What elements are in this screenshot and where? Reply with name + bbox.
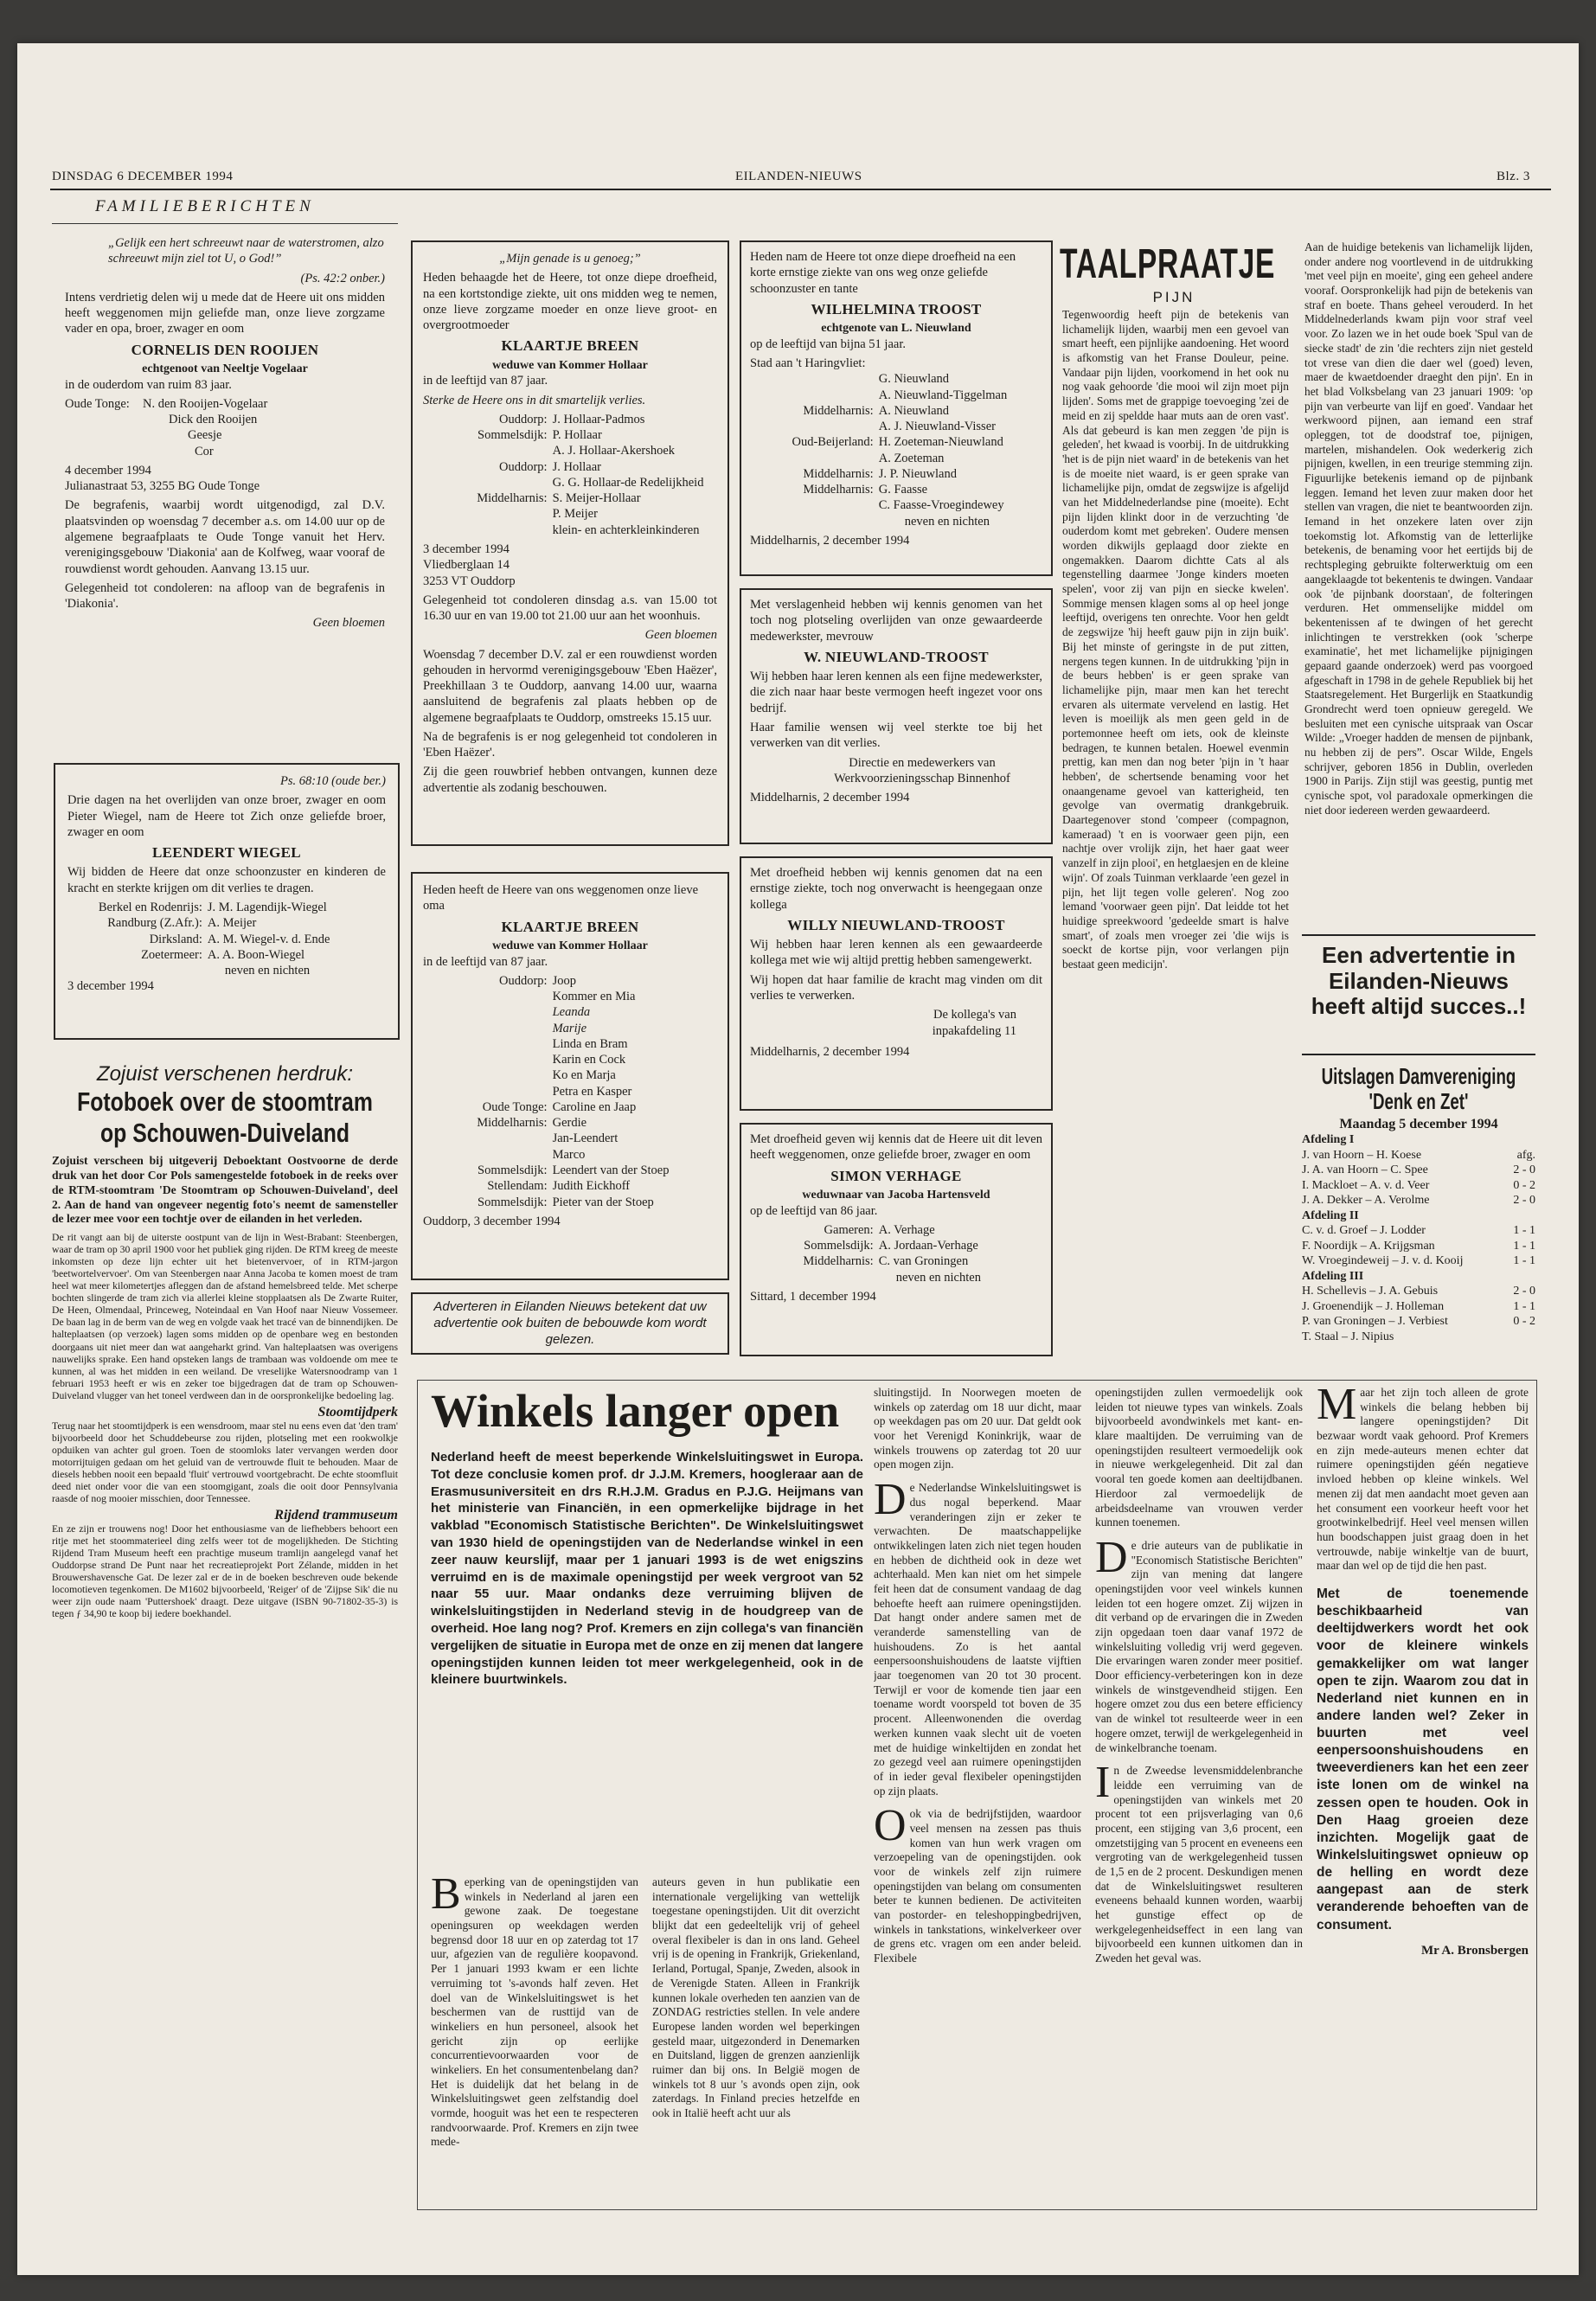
winkels-text-1: eperking van de openingstijden van winkels in Nederland al jaren een gewone zaak. De toegestane openingsuren op weekdagen werden begrensd door 18 uur en op zaterdag tot 17 uur, afgezien van de regulière koopavond. Per 1 januari 1993 kwam er een lichte verruiming tot 's-avonds half zeven. Het doel van de Winkelsluitingswet is het beschermen van de rusttijd van de winkeliers en hun personeel, alsook het gericht zijn op eerlijke concurrentievoorwaarden voor de winkeliers. En het consumentenbelang dan? Het is duidelijk dat het belang in de Winkelsluitingswet geen zelfstandig doel vormde, hooguit was het een te respecteren randvoorwaarde. Prof. Kremers en zijn twee mede- bbox=[431, 1875, 638, 2149]
obit-family-1: Dick den Rooijen bbox=[169, 413, 258, 427]
obit-name: WILLY NIEUWLAND-TROOST bbox=[787, 916, 1005, 933]
obit-intro: Heden nam de Heere tot onze diepe droefheid na een korte ernstige ziekte van ons weg onze geliefde schoonzuster en tante bbox=[750, 250, 1016, 296]
obit-place: Oude Tonge: bbox=[65, 396, 130, 411]
obit-spouse: echtgenote van L. Nieuwland bbox=[821, 322, 971, 336]
winkels-text-2: auteurs geven in hun publikatie een internationale vergelijking van wettelijk toegestane openingstijden. Uit dit overzicht blijkt dat een gedeeltelijk vrij of geheel overal flexibeler is dan in ons land. Geheel vrij is de opening in Frankrijk, Griekenland, Ierland, Portugal, Spanje, Zweden, alsook in de Verenigde Staten. Alleen in Frankrijk kunnen lokale overheden ten aanzien van de ZONDAG restricties stellen. In vele andere Europese landen worden wel beperkingen gesteld maar, uitgezonderd in Denemarken en Duitsland, liggen de grenzen aanzienlijk ruimer dan bij ons. In België mogen de winkels tot 8 uur 's avonds open zijn, ook zaterdags. In Finland precies hetzelfde en ook in Italië heeft acht uur als bbox=[652, 1875, 860, 2119]
obituary-nieuwland-troost bbox=[740, 588, 1053, 844]
winkels-text-3c: ok via de bedrijfstijden, waardoor veel mensen na zessen pas thuis komen van hun werk vragen om verzoepeling van de openingstijden. ook voor de winkels zelf zijn ruimere openingstijden van belang om consumenten beter te kunnen bedienen. De activiteiten van postorder- en teleshoppingbedrijven, winkels in tankstations, winkelverkeer over de grens etc. vragen om een ander beleid. Flexibele bbox=[874, 1807, 1081, 1965]
obit-row: Ouddorp: Joop bbox=[499, 973, 576, 988]
dam-match: J. Groenendijk – J. Holleman 1 - 1 bbox=[1302, 1299, 1535, 1313]
obit-row: Sommelsdijk: Pieter van der Stoep bbox=[478, 1195, 654, 1209]
obit-row: Linda en Bram bbox=[552, 1036, 628, 1051]
dam-title: Uitslagen Damvereniging 'Denk en Zet' bbox=[1321, 1064, 1516, 1114]
obit-name: KLAARTJE BREEN bbox=[501, 918, 639, 935]
obit-row: G. G. Hollaar-de Redelijkheid bbox=[552, 475, 704, 490]
obit-row: Oud-Beijerland: H. Zoeteman-Nieuwland bbox=[792, 435, 1003, 450]
tram-headline-2: op Schouwen-Duiveland bbox=[100, 1118, 349, 1148]
obit-age: in de leeftijd van 87 jaar. bbox=[423, 954, 548, 969]
obit-funeral: Woensdag 7 december D.V. zal er een rouwdienst worden gehouden in hervormd verenigingsgebouw 'Eben Haëzer', Preekhillaan 3 te Ouddorp, aanvang 14.00 uur, waarna aansluitend de begrafenis zal plaats hebben op de algemene begraafplaats te Ouddorp, omstreeks 15.15 uur. bbox=[423, 647, 717, 725]
obit-row: neven en nichten bbox=[224, 964, 311, 978]
obit-row: G. Nieuwland bbox=[878, 372, 950, 387]
obit-row: Middelharnis: A. Nieuwland bbox=[803, 403, 950, 418]
obit-row: neven en nichten bbox=[904, 514, 990, 529]
obit-row: Ouddorp: J. Hollaar bbox=[499, 459, 601, 474]
obit-signature-1: Directie en medewerkers van bbox=[849, 755, 996, 770]
obit-row: Berkel en Rodenrijs: J. M. Lagendijk-Wiegel bbox=[98, 901, 327, 914]
obit-row: Sommelsdijk: P. Hollaar bbox=[478, 428, 602, 443]
obit-row: Kommer en Mia bbox=[552, 990, 636, 1004]
obit-spouse: weduwnaar van Jacoba Hartensveld bbox=[802, 1188, 990, 1202]
obit-row: Dirksland: A. M. Wiegel-v. d. Ende bbox=[149, 932, 330, 946]
obit-signature-2: Werkvoorzieningsschap Binnenhof bbox=[834, 771, 1010, 785]
tram-article bbox=[52, 1062, 398, 2221]
obit-row: Middelharnis: J. P. Nieuwland bbox=[803, 466, 957, 481]
obit-signature-2: inpakafdeling 11 bbox=[932, 1023, 1016, 1038]
obit-text: Wij bidden de Heere dat onze schoonzuster en kinderen de kracht en sterkte krijgen om dit verlies te dragen. bbox=[67, 865, 386, 895]
obit-spouse: weduwe van Kommer Hollaar bbox=[492, 939, 648, 952]
obit-row: Ouddorp: J. Hollaar-Padmos bbox=[499, 412, 645, 426]
obit-spouse: echtgenoot van Neeltje Vogelaar bbox=[142, 362, 308, 375]
obit-row: Marco bbox=[552, 1147, 586, 1162]
obit-row: Marije bbox=[552, 1021, 587, 1035]
obit-row: C. Faasse-Vroegindewey bbox=[878, 498, 1004, 513]
winkels-text-4: openingstijden zullen vermoedelijk ook leiden tot nieuwe types van winkels. Zoals bijvoorbeeld avondwinkels met kant- en- klare maaltijden. De verruiming van de openingstijden resulteert vermoedelijk ook in nieuwe werkgelegenheid. Dit zal dan vooral ten goede komen aan deeltijdbanen. Hierdoor zal vermoedelijk de arbeidsdeelname van vrouwen verder kunnen toenemen. bbox=[1095, 1386, 1303, 1529]
obit-row: Middelharnis: S. Meijer-Hollaar bbox=[477, 491, 641, 506]
obit-intro: Met verslagenheid hebben wij kennis genomen van het toch nog plotseling overlijden van onze gewaardeerde medewerkster, mevrouw bbox=[750, 598, 1042, 644]
taalpraatje-title: TAALPRAATJE bbox=[1060, 241, 1276, 287]
winkels-col-3 bbox=[874, 1386, 1081, 2199]
tram-paragraph-1: De rit vangt aan bij de uiterste oostpunt van de lijn in West-Brabant: Steenbergen, waar de tram op 30 april 1900 voor het publiek ging rijden. De RTM kreeg de meeste inkomsten op deze lijn echter uit het bietenvervoer, of in RTM-jargon 'beetwortelvervoer'. Om van Steenbergen naar Anna Jacoba te komen moest de tram heel wat meer kilometertjes afleggen dan de afstand hemelsbreed telde. Met scherpe bochten slingerde de tram zich via allerlei kleine stopplaatsen als De Zwarte Ruiter, De Heen, Olmendaal, Princeweg, Noteindaal en Van Hoof naar Nieuw Vossemeer. De baan lag in de berm van de weg en volgde vaak het tracé van de binnendijken. De halteplaatsen (op verzoek) lagen soms midden op de openbare weg en bestonden doorgaans uit niet meer dan wat aangeharkt grind. Van halteplaatsen was overigens nauwelijks sprake. Een hand opsteken langs de trambaan was voldoende om mee te kunnen, al was het midden in een weiland. De vreselijke Watersnoodramp van 1 februari 1953 heeft er wis en zeker toe bijgedragen dat de tram op Schouwen-Duiveland vlugger van het toneel verdween dan in de oorspronkelijke bedoeling lag. bbox=[52, 1232, 398, 1401]
dam-match: H. Schellevis – J. A. Gebuis 2 - 0 bbox=[1302, 1285, 1535, 1298]
tram-headline-1: Fotoboek over de stoomtram bbox=[77, 1086, 373, 1117]
obit-flowers: Geen bloemen bbox=[644, 628, 717, 643]
advertising-notice bbox=[411, 1292, 729, 1355]
familieberichten-title bbox=[52, 197, 398, 224]
obit-spouse: weduwe van Kommer Hollaar bbox=[492, 358, 648, 372]
obit-signature-1: De kollega's van bbox=[933, 1008, 1016, 1022]
obit-row: Randburg (Z.Afr.): A. Meijer bbox=[107, 916, 257, 931]
obit-family-3: Cor bbox=[195, 444, 214, 458]
tram-paragraph-3: En ze zijn er trouwens nog! Door het enthousiasme van de liefhebbers behoort een ritje met het stoommaterieel ding zelfs weer tot de mogelijkheden. De Stichting Rijdend Tram Museum heeft een prachtige museum tramlijn aangelegd vanaf het Ouddorpse strand De Punt naar het recreatieprojekt Port Zélande, midden in het Brouwershavensche Gat. De lezer zal er de in de boeken beschreven oude bekende locomotieven tegenkomen. De M1602 bijvoorbeeld, 'Reiger' of de 'Zijpse Sik' die nu weer zijn oude naam 'Puttershoek' draagt. Deze uitgave (ISBN 90-71802-35-3) is tegen ƒ 34,90 te koop bij iedere boekhandel. bbox=[52, 1523, 398, 1620]
obit-row: Zoetermeer: A. A. Boon-Wiegel bbox=[141, 947, 305, 962]
obit-ref: Ps. 68:10 (oude ber.) bbox=[279, 774, 386, 788]
obit-age: in de ouderdom van ruim 83 jaar. bbox=[65, 377, 232, 392]
winkels-text-5-bold: Met de toenemende beschikbaarheid van deeltijdwerkers wordt het ook voor de kleinere winkels gemakkelijker om wat langer open te zijn. Waarom zou dat in Nederland niet kunnen en in andere landen wel? Zeker in buurten met veel eenpersoonshuishoudens en tweeverdieners kan het een zeer iste lonen om de winkel na zessen open te houden. Ook in Den Haag groeien deze inzichten. Mogelijk gaat de Winkelsluitingswet opnieuw op de helling en wordt deze aangepast aan de sterk veranderende behoeften van de consument. bbox=[1317, 1586, 1529, 1932]
obit-date: Middelharnis, 2 december 1994 bbox=[750, 791, 910, 805]
obit-wish: Wij hopen dat haar familie de kracht mag vinden om dit verlies te verwerken. bbox=[750, 972, 1042, 1003]
header-paper-name: EILANDEN-NIEUWS bbox=[735, 170, 862, 183]
drop-cap-i: I bbox=[1095, 1758, 1111, 1808]
obit-cars: Zij die geen rouwbrief hebben ontvangen, kunnen deze advertentie als zodanig beschouwen. bbox=[423, 765, 717, 795]
obituary-verhage bbox=[740, 1123, 1053, 1356]
tram-kicker: Zojuist verschenen herdruk: bbox=[96, 1062, 354, 1086]
winkels-text-3: sluitingstijd. In Noorwegen moeten de winkels op zaterdag om 18 uur dicht, maar op weekdagen pas om 20 uur. Dat geldt ook voor het Verenigd Koninkrijk, waar de winkels trouwens op zaterdag tot 20 uur open mogen zijn. bbox=[874, 1386, 1081, 1471]
dam-date: Maandag 5 december 1994 bbox=[1339, 1117, 1498, 1132]
obituary-breen bbox=[411, 240, 729, 846]
obit-address: Julianastraat 53, 3255 BG Oude Tonge bbox=[65, 479, 260, 494]
obit-row: A. J. Nieuwland-Visser bbox=[878, 420, 996, 434]
obituary-troost bbox=[740, 240, 1053, 576]
taalpraatje-subtitle: PIJN bbox=[1152, 289, 1195, 305]
dam-match: J. A. van Hoorn – C. Spee 2 - 0 bbox=[1302, 1163, 1535, 1177]
winkels-text-5: aar het zijn toch alleen de grote winkels die belang hebben bij langere openingstijden? Dit bezwaar wordt vaak gehoord. Prof Kremers en zijn mede-auteurs menen echter dat ruimere openingstijden géén negatieve invloed hebben op kleine winkels. Wel menen zij dat men aandacht moet geven aan het consument een voorkeur heeft voor het grootwinkelbedrijf. Heel veel mensen willen hun boodschappen juist graag doen in het vertrouwde, nabije winkeltje van de buurt, maar dan wel op de tijd die hen past. bbox=[1317, 1386, 1529, 1573]
tram-subhead-1: Stoomtijdperk bbox=[317, 1404, 398, 1420]
damvereniging-results bbox=[1302, 1064, 1535, 1349]
obit-name: LEENDERT WIEGEL bbox=[152, 844, 301, 862]
obit-age: op de leeftijd van bijna 51 jaar. bbox=[750, 336, 906, 351]
obit-family-0: N. den Rooijen-Vogelaar bbox=[143, 396, 268, 411]
obit-zip: 3253 VT Ouddorp bbox=[423, 574, 516, 588]
obit-row: Leanda bbox=[552, 1005, 591, 1020]
winkels-lead: Nederland heeft de meest beperkende Winkelsluitingswet in Europa. Tot deze conclusie komen prof. dr J.J.M. Kremers, hoogleraar aan de Erasmusuniversiteit en drs R.H.J.M. Gradus en P.J.G. Heijmans van het ministerie van Financiën, in een opmerkelijke bijdrage in het vakblad "Economisch Statistische Berichten". De Winkelsluitingswet van 1930 hield de openingstijden van de Nederlandse winkel in een zeer nauw keurslijf, maar per 1 januari 1993 is de wet enigszins verruimd en is de maximale openingstijd per week vergroot van 52 naar 55 uur. Maar ondanks deze verruiming blijven de winkelsluitingstijden in Nederland stevig in de houdgreep van de overheid. Hoe lang nog? Prof. Kremers en zijn collega's van financiën vergelijken de situatie in Europa met de onze en zij menen dat langere openingstijden kunnen leiden tot meer werkgelegenheid, ook in de kleinere buurtwinkels. bbox=[431, 1450, 863, 1688]
taalpraatje-text-1: Tegenwoordig heeft pijn de betekenis van lichamelijk lijden, waarbij men een gevoel van smart heeft, een pijnlijke aandoening. Het woord is afkomstig van het Franse Douleur, peine. Vandaar pijn lijden, voorkomend in het ook nu nog vaak gehoorde 'die mooi wil zijn moet pijn lijden'. Soms met de grappige toevoeging 'zei de meid en zij speldde haar muts aan de oren vast'. Als dat gebeurd is kan men zeggen 'de pijn is geleden', het kwaad is voorbij. In de uitdrukking 'het is de pijn niet waard' in de betekenis van het is de moeite niet waard, is er geen sprake van lichamelijke pijn, omdat de zegswijze is afgelijd van het Middelnederlandse pine (moeite). Echt pijn lijden klinkt door in de verzuchting 'de ouderdom komt met gebreken'. Oudere mensen worden dikwijls geplaagd door ziekte en ongemakken. Daarom dichtte Cats al als tegenstelling daarmee 'Jonge kinders moeten spelen', voor zij van pijn en siecke kwelen'. Sommige mensen klagen soms al op heel jonge leeftijd, overigens ten onrechte. Voor hen geldt de zegswijze 'hij heeft gauw pijn in zijn buik'. Bij het minste of geringste in de put zitten, nergens tegen kunnen. In de uitdrukking 'pijn in de beurs hebben' is er geen sprake van lichamelijke pijn, maar men kan het terecht ervaren als uitermate vervelend en lastig. Het leven is moeilijk als men geen geld in de portemonnee heeft om iets, ook de kleinste bedragen, te kunnen betalen. Hoewel evenmin prettig, kan men dan nog beter 'pijn in 't haar hebben', de schertsende benaming voor het onaangename gevoel van katterigheid, ten gevolge van overmatig drankgebruik. Daartegenover stond 'compeer (compagnon, kameraad) 't en is voorwaer geen pijn, een nachtje over vrolijk zijn, het haer gaat weer vanzelf in zijn plooi', en hetglaesjen en de kleine wijn'. Of zoals Tuinman verklaarde 'een gezel in pijn, het lijt tegen volle geleren'. Nog zoo lemand 'voorwaer geen pijn'. Dat leidde tot het huidige spreekwoord 'gedeelde smart is halve smart', of zoals men vroeger zei 'die wijs is soeckt de kortse pijn, voor verlangen pijn bestaat geen medicijn'. bbox=[1062, 308, 1289, 971]
obit-row: klein- en achterkleinkinderen bbox=[552, 522, 700, 537]
dam-match: T. Staal – J. Nipius bbox=[1302, 1330, 1394, 1343]
dam-match: P. van Groningen – J. Verbiest 0 - 2 bbox=[1302, 1315, 1535, 1329]
obit-intro: Heden behaagde het de Heere, tot onze diepe droefheid, na een kortstondige ziekte, uit ons midden weg te nemen, onze lieve zorgzame moeder en onze lieve groot- en overgrootmoeder bbox=[423, 271, 717, 333]
winkels-author: Mr A. Bronsbergen bbox=[1420, 1943, 1529, 1958]
winkels-headline: Winkels langer open bbox=[431, 1385, 840, 1437]
winkels-col-1 bbox=[431, 1875, 638, 2200]
tram-subhead-2: Rijdend trammuseum bbox=[274, 1508, 398, 1523]
obituary-breen-grandchildren bbox=[411, 872, 729, 1280]
drop-cap-d: D bbox=[1095, 1532, 1128, 1582]
drop-cap-d: D bbox=[874, 1475, 907, 1525]
obit-date: 3 december 1994 bbox=[423, 542, 510, 557]
obit-row: A. Nieuwland-Tiggelman bbox=[878, 388, 1008, 402]
obit-row: Karin en Cock bbox=[552, 1053, 626, 1067]
dam-match: J. A. Dekker – A. Verolme 2 - 0 bbox=[1302, 1194, 1535, 1208]
obit-kist: Na de begrafenis is er nog gelegenheid tot condoleren in 'Eben Haëzer'. bbox=[423, 729, 717, 760]
obit-intro: Met droefheid geven wij kennis dat de Heere uit dit leven heeft weggenomen, onze geliefde broer, zwager en oom bbox=[750, 1132, 1042, 1163]
obit-name: SIMON VERHAGE bbox=[830, 1167, 962, 1184]
obit-address: Vliedberglaan 14 bbox=[423, 558, 510, 573]
obit-row: Gameren: A. Verhage bbox=[824, 1222, 935, 1237]
drop-cap-o: O bbox=[874, 1801, 907, 1851]
obit-row: Middelharnis: C. van Groningen bbox=[803, 1254, 969, 1269]
section-title: FAMILIEBERICHTEN bbox=[95, 197, 315, 215]
promo-text: Een advertentie in Eilanden-Nieuws heeft altijd succes..! bbox=[1311, 942, 1527, 1020]
obit-lead: Stad aan 't Haringvliet: bbox=[750, 356, 866, 371]
taalpraatje-col-2 bbox=[1304, 240, 1533, 924]
obit-row: P. Meijer bbox=[552, 507, 598, 522]
obit-intro: Drie dagen na het overlijden van onze broer, zwager en oom Pieter Wiegel, nam de Heere tot Zich onze geliefde broer, zwager en oom bbox=[67, 793, 386, 839]
taalpraatje-text-2: Aan de huidige betekenis van lichamelijk lijden, onder andere nog voortlevend in de uitdrukking 'met veel pijn en moeite', ging een geheel andere vooraf. Oorspronkelijk had pijn de betekenis van straf en boete. Thans geheel verouderd. In het Middelnederlands kwam pijn voor straf veel voor. Zo lazen we in het oude boek 'Spul van de siecke stadt' de zin 'die rechters zijn niet gesteld tot vrese van dien die daer wel (goed) leven, maer de kwaetdoender draeght den pijn'. En in het blad Volksbelang van 23 januari 1909: 'op pijn van verbeurte van lijf en goed'. Vandaar het werkwoord pijnen, aan iemand een straf opleggen, tot de doodstraf toe, pijnigen, martelen, mishandelen. Ook wederkerig zich pijnigen, kwellen, in een treurige stemming zijn. Figuurlijke betekenis iemand op de pijnbank leggen. Iemand het leven zuur maken door het stellen van vragen, die niet te beantwoorden zijn. Iemand in het onzekere laten over zijn toekomstig lot. Afkomstig van de letterlijke betekenis, de benaming voor het eertijds bij de rechtspleging gebruikte folterwerktuig om een aangeklaagde tot bekentenis te dwingen. Vandaar ook 'de pijnbank doorstaan', de folteringen verduren. Het ommenselijke middel om bekentenissen af te dwingen of het gerecht inlichtingen te verstrekken (ook 'scherpe examinatie', het met lichamelijke pijnigingen gepaard gaande onderzoek) werd pas voorgoed afgeschaft in 1798 in de gehele Republiek bij het Staatsregelement. Het Burgerlijk en Staatkundig Grondrecht werd toen opnieuw geregeld. We besluiten met een cynische uitspraak van Oscar Wilde: „Vroeger hadden de mensen de pijnbank, nu hebben zij de pers”. Oscar Wilde, Engels schrijver, geboren 1856 in Dublin, overleden 1900 in Parijs. Zijn stijl was geestig, puntig met cynische spot, vol paradoxale opmerkingen die niet door iedereen werden gewaardeerd. bbox=[1304, 240, 1533, 817]
tram-paragraph-2: Terug naar het stoomtijdperk is een wensdroom, maar stel nu eens even dat 'den tram' bijvoorbeeld door het Schuddebeurse zou rijden, plotseling met een rookwolkje opduiken van achter gul groen. Toen de stoomloks later vervangen werden door motorrijtuigen gedaan om het geluid van de vertrouwde fluit te behouden. Maar de diesels hebben nooit een bepaald 'fluit' vertrouwd voortgebracht. De echte stoomfluit deed niet onder voor die van een stoomgigant, zoals die ooit door Pennsylvania raasde of nog mooier misschien, door Tennessee. bbox=[52, 1420, 398, 1505]
drop-cap-m: M bbox=[1317, 1386, 1357, 1429]
dam-match: I. Mackloet – A. v. d. Veer 0 - 2 bbox=[1302, 1178, 1535, 1192]
obit-name: WILHELMINA TROOST bbox=[811, 300, 982, 317]
header-page-number: Blz. 3 bbox=[1497, 170, 1530, 183]
taalpraatje-col-1 bbox=[1062, 308, 1289, 1360]
obit-flowers: Geen bloemen bbox=[312, 616, 385, 631]
obituary-den-rooijen bbox=[65, 235, 385, 744]
obit-date: Ouddorp, 3 december 1994 bbox=[423, 1214, 561, 1228]
winkels-col-4 bbox=[1095, 1386, 1303, 2199]
obit-date: Middelharnis, 2 december 1994 bbox=[750, 534, 910, 548]
obit-name: KLAARTJE BREEN bbox=[501, 337, 639, 355]
dam-group-name: Afdeling I bbox=[1302, 1133, 1355, 1147]
obit-name: CORNELIS DEN ROOIJEN bbox=[131, 341, 319, 358]
obit-date: 4 december 1994 bbox=[65, 463, 151, 478]
obit-row: Middelharnis: Gerdie bbox=[477, 1116, 587, 1131]
obit-row: Jan-Leendert bbox=[552, 1131, 619, 1146]
obituary-willy-nieuwland bbox=[740, 856, 1053, 1111]
obit-verse: Sterke de Heere ons in dit smartelijk verlies. bbox=[423, 393, 646, 407]
obit-date: Middelharnis, 2 december 1994 bbox=[750, 1044, 910, 1059]
dam-group-name: Afdeling III bbox=[1302, 1269, 1364, 1283]
advertising-notice-text: Adverteren in Eilanden Nieuws betekent dat uw advertentie ook buiten de bebouwde kom wordt gelezen. bbox=[433, 1299, 707, 1347]
obit-row: Stellendam: Judith Eickhoff bbox=[487, 1179, 631, 1194]
newspaper-page bbox=[17, 43, 1579, 2275]
obit-intro: Heden heeft de Heere van ons weggenomen onze lieve oma bbox=[423, 883, 699, 913]
winkels-col-5 bbox=[1317, 1386, 1529, 2199]
obit-wish: Haar familie wensen wij veel sterkte toe bij het verwerken van dit verlies. bbox=[750, 721, 1042, 751]
obit-intro: Intens verdrietig delen wij u mede dat de Heere uit ons midden heeft weggenomen mijn geliefde man, onze lieve zorgzame vader en opa, broer, zwager en oom bbox=[65, 290, 385, 336]
obit-text: Wij hebben haar leren kennen als een gewaardeerde kollega met wie wij altijd prettig hebben samengewerkt. bbox=[750, 938, 1042, 968]
obit-quote: „Gelijk een hert schreeuwt naar de waterstromen, alzo schreeuwt mijn ziel tot U, o God!” bbox=[108, 236, 384, 266]
obit-visit: Gelegenheid tot condoleren dinsdag a.s. van 15.00 tot 16.30 uur en van 19.00 tot 21.00 uur aan het woonhuis. bbox=[423, 593, 717, 624]
obit-row: A. Zoeteman bbox=[878, 451, 945, 465]
obit-row: Sommelsdijk: A. Jordaan-Verhage bbox=[804, 1239, 978, 1253]
dam-match: F. Noordijk – A. Krijgsman 1 - 1 bbox=[1302, 1239, 1535, 1253]
obit-row: A. J. Hollaar-Akershoek bbox=[552, 444, 676, 458]
obit-date: Sittard, 1 december 1994 bbox=[750, 1289, 876, 1304]
dam-group-name: Afdeling II bbox=[1302, 1208, 1359, 1222]
drop-cap-b: B bbox=[431, 1875, 461, 1919]
obit-row: neven en nichten bbox=[895, 1270, 981, 1285]
obit-row: Ko en Marja bbox=[552, 1068, 616, 1083]
winkels-text-4c: n de Zweedse levensmiddelenbranche leidde een verruiming van de openingstijden van winkels met 20 procent tot een prijsverlaging van 0,6 procent, een stijging van 3,6 procent, een omzetstijging van 5 procent en eveneens een vergroting van de werkgelegenheid tussen de 1,5 en de 2 procent. Deskundigen menen dat de Winkelsluitingswet resulteren eveneens behaald kunnen worden, waarbij het gunstige effect op de werkgelegenheidseffect in een lang van bijvoorbeeld een kunnen uitkomen dan in Zweden het geval was. bbox=[1095, 1764, 1303, 1965]
obit-quote-ref: (Ps. 42:2 onber.) bbox=[300, 271, 385, 285]
obit-intro: Met droefheid hebben wij kennis genomen dat na een ernstige ziekte, toch nog onverwacht is heengegaan onze kollega bbox=[750, 866, 1042, 912]
dam-match: W. Vroegindeweij – J. v. d. Kooij 1 - 1 bbox=[1302, 1254, 1535, 1268]
header-date: DINSDAG 6 DECEMBER 1994 bbox=[52, 170, 234, 183]
obit-funeral: De begrafenis, waarbij wordt uitgenodigd, zal D.V. plaatsvinden op woensdag 7 december a.s. om 14.00 uur op de algemene begraafplaats te Oude Tonge vanuit het Herv. verenigingsgebouw 'Diakonia' aan de Kolfweg, waar vooraf de rouwdienst wordt gehouden. Aanvang 13.15 uur. bbox=[65, 498, 385, 576]
tram-lead: Zojuist verscheen bij uitgeverij Deboektant Oostvoorne de derde druk van het door Cor Pols samengestelde fotoboek in de reeks over de RTM-stoomtram 'De Stoomtram op Schouwen-Duiveland', deel 2. Aan de hand van ongeveer negentig foto's neemt de samensteller de lezer mee voor een tochtje over de eilanden in het verleden. bbox=[52, 1154, 398, 1226]
obit-row: Petra en Kasper bbox=[552, 1084, 632, 1099]
promo-box bbox=[1302, 934, 1535, 1055]
winkels-text-4b: e drie auteurs van de publikatie in "Economisch Statistische Berichten" zijn van mening dat langere openingstijden voor veel winkels kunnen leiden tot een hogere omzet. Zij wijzen in dit verband op de ervaringen die in Zweden zijn opgedaan toen daar vanaf 1972 de winkelsluiting volledig vrij werd gegeven. Die ervaringen waren zonder meer positief. Door efficiency-verbeteringen kon in deze winkels de winstgevendheid stijgen. Een hogere omzet zou dus een betere efficiency van de winkel tot resulteerde weer in een hogere omzet, terwijl de werkgelegenheid in de winkelbranche toenam. bbox=[1095, 1538, 1303, 1754]
dam-match: J. van Hoorn – H. Koese afg. bbox=[1302, 1148, 1535, 1162]
obit-age: in de leeftijd van 87 jaar. bbox=[423, 374, 548, 388]
obit-row: Oude Tonge: Caroline en Jaap bbox=[482, 1099, 637, 1114]
obit-row: Sommelsdijk: Leendert van der Stoep bbox=[478, 1163, 670, 1178]
dam-match: C. v. d. Groef – J. Lodder 1 - 1 bbox=[1302, 1224, 1535, 1238]
obituary-wiegel bbox=[54, 763, 400, 1040]
obit-row: Middelharnis: G. Faasse bbox=[803, 483, 928, 497]
obit-text: Wij hebben haar leren kennen als een fijne medewerkster, die zich naar haar beste vermogen heeft ingezet voor ons bedrijf. bbox=[750, 670, 1042, 715]
winkels-text-3b: e Nederlandse Winkelsluitingswet is dus nogal beperkend. Maar veranderingen zijn er zeker te verwachten. De maatschappelijke ontwikkelingen laten zich niet tegen houden en hebben de dichtheid ook in deze wet achterhaald. Men kan niet om het simpele feit heen dat de consument vandaag de dag behoefte heeft aan ruimere openingstijden. Dat hangt onder andere samen met de veranderde samenstelling van de huishoudens. Zo is het aantal eenpersoonshuishoudens de laatste vijftien jaar toegenomen van 20 tot 30 procent. Terwijl er voor de komende tien jaar een toename wordt voorspeld tot boven de 35 procent. Alleenwonenden die overdag werken kunnen vaak slecht uit de voeten met de huidige winkeltijden en zondat het zo gezegd veel aan ruimere openingstijden of in ieder geval flexibeler openingstijden op zijn plaats. bbox=[874, 1481, 1081, 1798]
obit-name: W. NIEUWLAND-TROOST bbox=[804, 648, 989, 665]
obit-date: 3 december 1994 bbox=[67, 979, 154, 994]
obit-quote: „Mijn genade is u genoeg;” bbox=[499, 252, 641, 266]
obit-age: op de leeftijd van 86 jaar. bbox=[750, 1203, 878, 1218]
winkels-col-2 bbox=[652, 1875, 860, 2200]
obit-visit: Gelegenheid tot condoleren: na afloop van de begrafenis in 'Diakonia'. bbox=[65, 580, 385, 612]
obit-family-2: Geesje bbox=[188, 428, 222, 443]
